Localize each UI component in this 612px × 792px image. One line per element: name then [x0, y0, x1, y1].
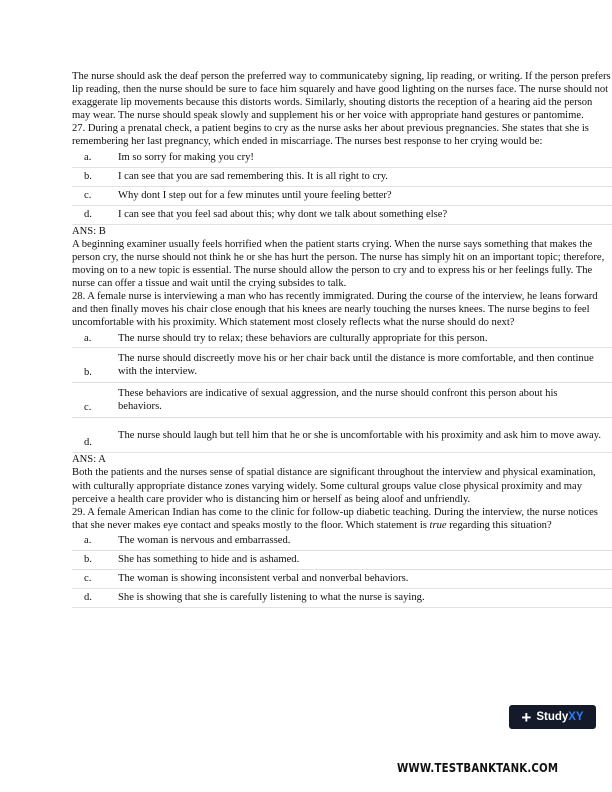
- option-text: The nurse should discreetly move his or her chair back until the distance is more comfortable, and then continue with the interview.: [118, 353, 594, 378]
- option-row: [72, 589, 612, 608]
- document-content: [72, 70, 612, 608]
- option-text: She has something to hide and is ashamed.: [118, 554, 300, 566]
- option-letter: c.: [84, 573, 92, 585]
- option-letter: d.: [84, 209, 92, 221]
- option-row: [72, 348, 612, 383]
- option-letter: a.: [84, 332, 92, 344]
- question-27-rationale: A beginning examiner usually feels horrified when the patient starts crying. When the nurse says something that makes the person cry, the nurse should not think he or she has hurt the person. The nurse has simply hit on an important topic; therefore, moving on to a new topic is essential. The nurse should allow the person to cry and to express his or her feelings fully. The nurse can offer a tissue and wait until the crying subsides to talk.: [72, 238, 605, 289]
- question-28-options: [72, 329, 612, 453]
- option-row: [72, 168, 612, 187]
- option-text: The nurse should laugh but tell him that he or she is uncomfortable with his proximity and ask him to move away.: [118, 429, 602, 441]
- studyxy-badge[interactable]: [509, 705, 596, 729]
- question-29-stem: [72, 506, 612, 532]
- option-letter: c.: [84, 190, 92, 202]
- option-letter: d.: [84, 437, 92, 449]
- option-text: The woman is showing inconsistent verbal and nonverbal behaviors.: [118, 573, 409, 585]
- question-27-options: [72, 149, 612, 225]
- option-row: [72, 383, 612, 418]
- option-letter: b.: [84, 171, 92, 183]
- studyxy-brand-accent: XY: [568, 711, 584, 723]
- question-28-stem: 28. A female nurse is interviewing a man who has recently immigrated. During the course of the interview, he leans forward and then finally moves his chair close enough that his knees are nearly touching the nurses knees. The nurse begins to feel uncomfortable with his proximity. Which statement most closely reflects what the nurse should do next?: [72, 291, 598, 329]
- option-row: [72, 418, 612, 453]
- option-row: [72, 551, 612, 570]
- option-letter: a.: [84, 535, 92, 547]
- question-29-options: [72, 532, 612, 608]
- intro-paragraph: The nurse should ask the deaf person the preferred way to communicateby signing, lip reading, or writing. If the person prefers lip reading, then the nurse should be sure to face him squarely and have good lighting on the nurses face. The nurse should not exaggerate lip movements because this distorts words. Similarly, shouting distorts the reception of a hearing aid the person may wear. The nurse should speak slowly and supplement his or her voice with appropriate hand gestures or pantomime.: [72, 71, 611, 122]
- option-text: These behaviors are indicative of sexual aggression, and the nurse should confront this person about his behaviors.: [118, 388, 558, 413]
- option-row: [72, 187, 612, 206]
- stem-emphasis: true: [429, 519, 447, 531]
- option-text: Im so sorry for making you cry!: [118, 152, 254, 164]
- option-text: The nurse should try to relax; these behaviors are culturally appropriate for this person.: [118, 332, 488, 344]
- option-text: I can see that you feel sad about this; why dont we talk about something else?: [118, 209, 448, 221]
- option-letter: b.: [84, 367, 92, 379]
- option-text: Why dont I step out for a few minutes until youre feeling better?: [118, 190, 392, 202]
- option-letter: b.: [84, 554, 92, 566]
- question-28-rationale: Both the patients and the nurses sense of spatial distance are significant throughout the interview and physical examination, with culturally appropriate distance zones varying widely. Some cultural groups value close physical proximity and may perceive a health care provider who is distancing him or herself as being aloof and unfriendly.: [72, 467, 596, 505]
- footer-website: WWW.TESTBANKTANK.COM: [397, 761, 559, 775]
- stem-text: 29. A female American Indian has come to the clinic for follow-up diabetic teaching. During the interview, the nurse notices that she never makes eye contact and speaks mostly to the floor. Which statement is: [72, 506, 598, 531]
- question-27-stem: 27. During a prenatal check, a patient begins to cry as the nurse asks her about previous pregnancies. She states that she is remembering her last pregnancy, which ended in miscarriage. The nurses best response to her crying would be:: [72, 123, 589, 148]
- option-text: She is showing that she is carefully listening to what the nurse is saying.: [118, 592, 425, 604]
- studyxy-brand-main: Study: [536, 711, 569, 723]
- option-row: [72, 149, 612, 168]
- option-row: [72, 206, 612, 225]
- plus-icon: +: [521, 707, 532, 727]
- option-row: [72, 329, 612, 348]
- option-row: [72, 532, 612, 551]
- option-text: I can see that you are sad remembering this. It is all right to cry.: [118, 171, 388, 183]
- option-row: [72, 570, 612, 589]
- option-letter: a.: [84, 152, 92, 164]
- stem-text: regarding this situation?: [446, 519, 552, 531]
- option-text: The woman is nervous and embarrassed.: [118, 535, 291, 547]
- option-letter: c.: [84, 402, 92, 414]
- question-28-answer: ANS: A: [72, 454, 106, 466]
- question-27-answer: ANS: B: [72, 225, 106, 237]
- option-letter: d.: [84, 592, 92, 604]
